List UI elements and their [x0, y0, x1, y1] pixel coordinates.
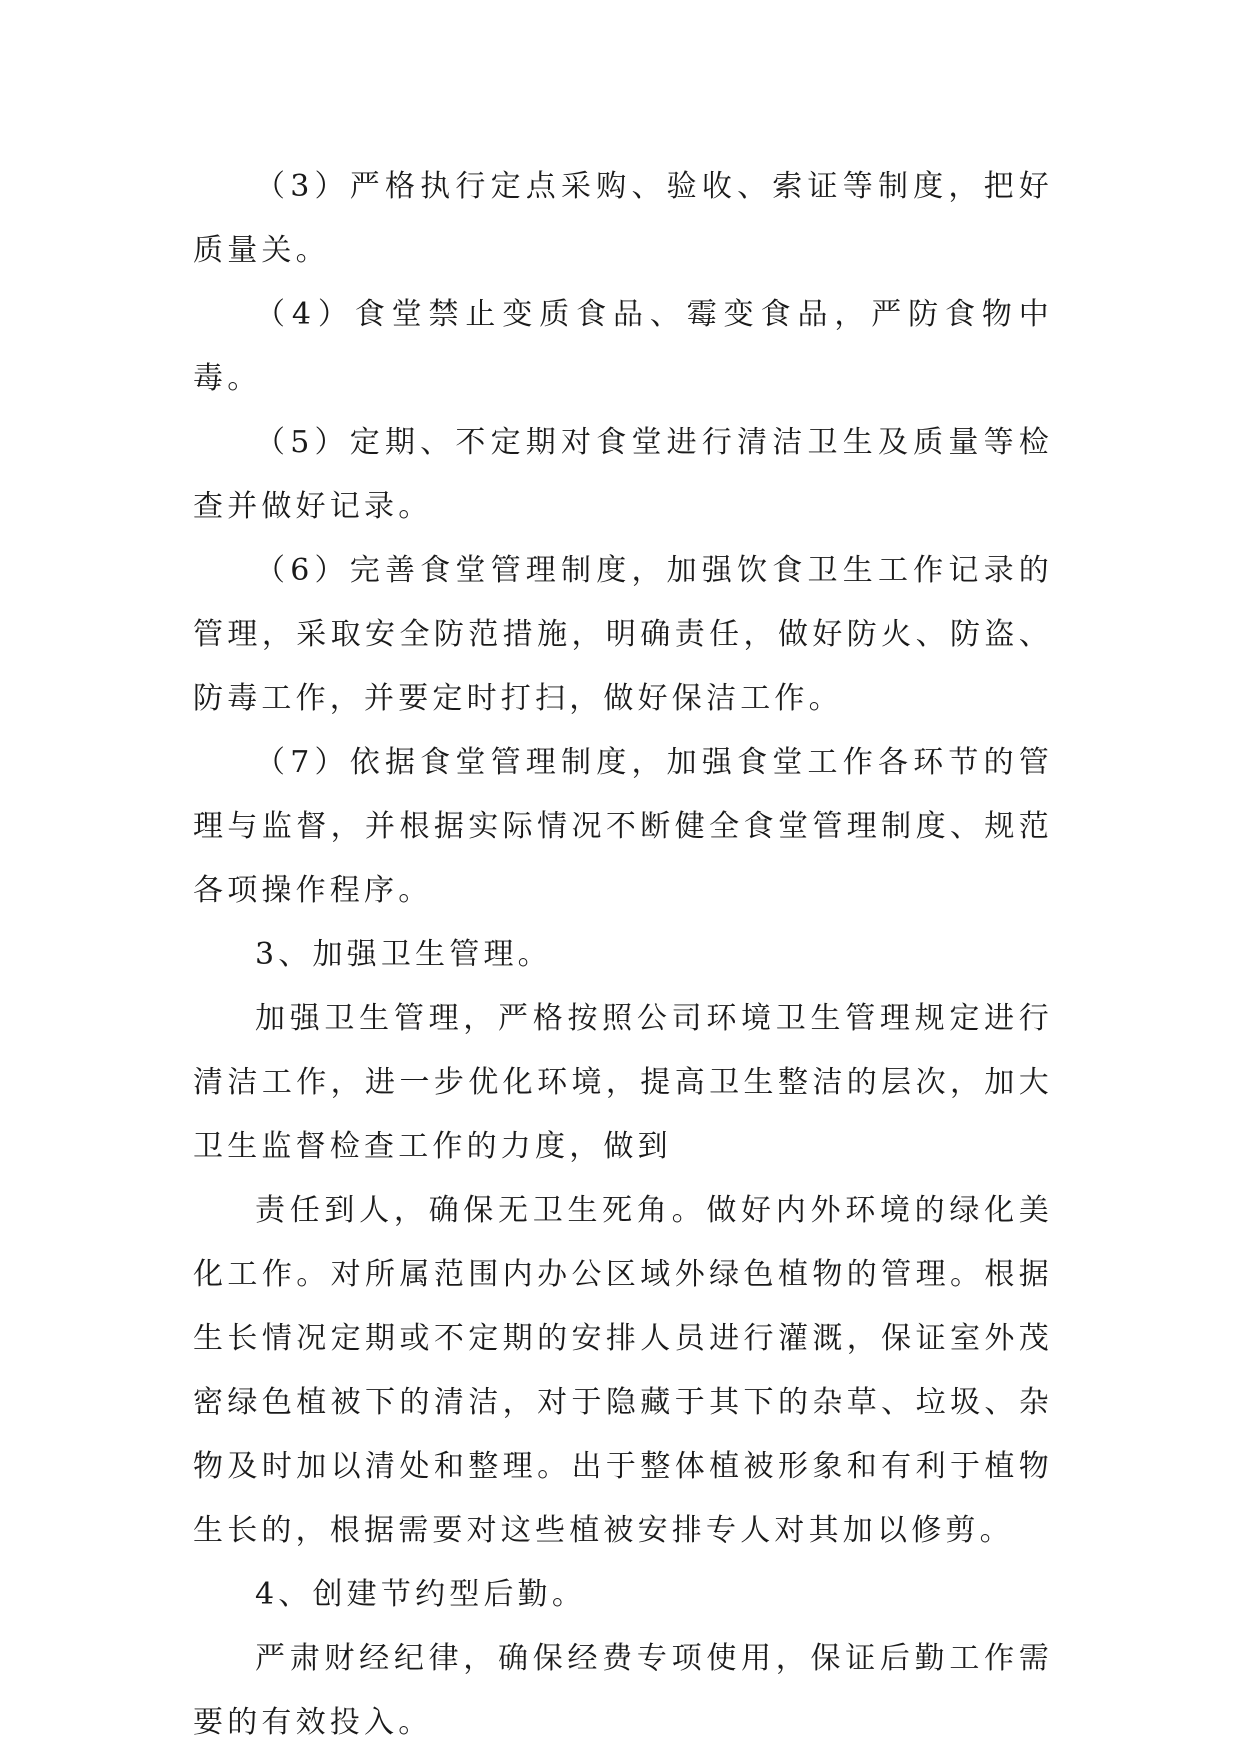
paragraph-item-3: （3）严格执行定点采购、验收、索证等制度，把好质量关。	[193, 169, 1053, 268]
paragraph-hygiene-management: 加强卫生管理，严格按照公司环境卫生管理规定进行清洁工作，进一步优化环境，提高卫生整洁的层次，加大卫生监督检查工作的力度，做到	[193, 1001, 1053, 1164]
paragraph-item-5: （5）定期、不定期对食堂进行清洁卫生及质量等检查并做好记录。	[193, 425, 1053, 524]
section-heading-economy: 4、创建节约型后勤。	[255, 1577, 587, 1612]
paragraph-finance-discipline: 严肃财经纪律，确保经费专项使用，保证后勤工作需要的有效投入。	[193, 1641, 1053, 1740]
paragraph-item-6: （6）完善食堂管理制度，加强饮食卫生工作记录的管理，采取安全防范措施，明确责任，做好防火、防盗、防毒工作，并要定时打扫，做好保洁工作。	[193, 553, 1053, 716]
paragraph-item-7: （7）依据食堂管理制度，加强食堂工作各环节的管理与监督，并根据实际情况不断健全食堂管理制度、规范各项操作程序。	[193, 745, 1053, 908]
paragraph-item-4: （4）食堂禁止变质食品、霉变食品，严防食物中毒。	[193, 297, 1053, 396]
document-body	[193, 155, 1053, 1755]
paragraph-hygiene-responsibility: 责任到人，确保无卫生死角。做好内外环境的绿化美化工作。对所属范围内办公区域外绿色植物的管理。根据生长情况定期或不定期的安排人员进行灌溉，保证室外茂密绿色植被下的清洁，对于隐藏于其下的杂草、垃圾、杂物及时加以清处和整理。出于整体植被形象和有利于植物生长的，根据需要对这些植被安排专人对其加以修剪。	[193, 1193, 1053, 1548]
section-heading-hygiene: 3、加强卫生管理。	[255, 937, 552, 972]
